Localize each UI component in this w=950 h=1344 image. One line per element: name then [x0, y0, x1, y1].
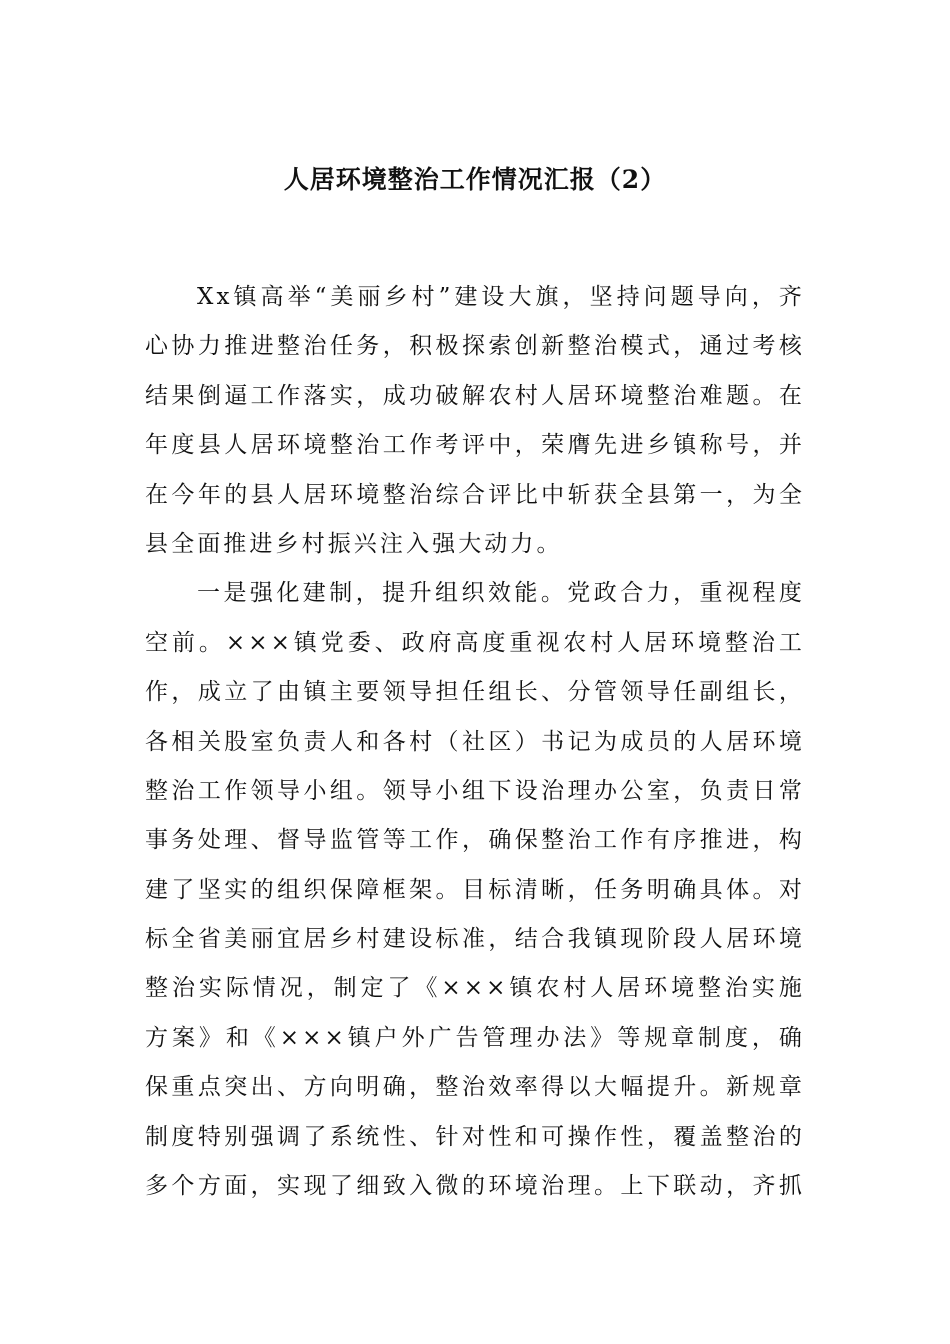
paragraph-2-line-2: 空前。×××镇党委、政府高度重视农村人居环境整治工	[145, 629, 805, 656]
paragraph-1-line-3: 结果倒逼工作落实，成功破解农村人居环境整治难题。在	[145, 382, 805, 409]
paragraph-2-line-9: 整治实际情况，制定了《×××镇农村人居环境整治实施	[145, 975, 805, 1002]
paragraph-2-line-12: 制度特别强调了系统性、针对性和可操作性，覆盖整治的	[145, 1123, 805, 1150]
paragraph-1-line-4: 年度县人居环境整治工作考评中，荣膺先进乡镇称号，并	[145, 432, 805, 459]
paragraph-1-line-5: 在今年的县人居环境整治综合评比中斩获全县第一，为全	[145, 481, 805, 508]
paragraph-2-line-10: 方案》和《×××镇户外广告管理办法》等规章制度，确	[145, 1024, 805, 1051]
document-body	[145, 277, 805, 1215]
paragraph-1-line-2: 心协力推进整治任务，积极探索创新整治模式，通过考核	[145, 333, 805, 360]
paragraph-2-line-8: 标全省美丽宜居乡村建设标准，结合我镇现阶段人居环境	[145, 926, 805, 953]
paragraph-2-line-3: 作，成立了由镇主要领导担任组长、分管领导任副组长，	[145, 679, 805, 706]
paragraph-2-line-1: 一是强化建制，提升组织效能。党政合力，重视程度	[197, 580, 805, 607]
document-title: 人居环境整治工作情况汇报（2）	[283, 165, 667, 194]
paragraph-2-line-6: 事务处理、督导监管等工作，确保整治工作有序推进，构	[145, 827, 805, 854]
paragraph-1-line-1: Xx镇高举“美丽乡村”建设大旗，坚持问题导向，齐	[197, 284, 805, 310]
paragraph-2-line-11: 保重点突出、方向明确，整治效率得以大幅提升。新规章	[145, 1074, 805, 1101]
paragraph-2-line-5: 整治工作领导小组。领导小组下设治理办公室，负责日常	[145, 777, 805, 804]
paragraph-2-line-13: 多个方面，实现了细致入微的环境治理。上下联动，齐抓	[145, 1173, 805, 1200]
paragraph-1-line-6: 县全面推进乡村振兴注入强大动力。	[145, 530, 563, 557]
paragraph-2-line-7: 建了坚实的组织保障框架。目标清晰，任务明确具体。对	[145, 876, 805, 903]
paragraph-2-line-4: 各相关股室负责人和各村（社区）书记为成员的人居环境	[145, 728, 805, 755]
